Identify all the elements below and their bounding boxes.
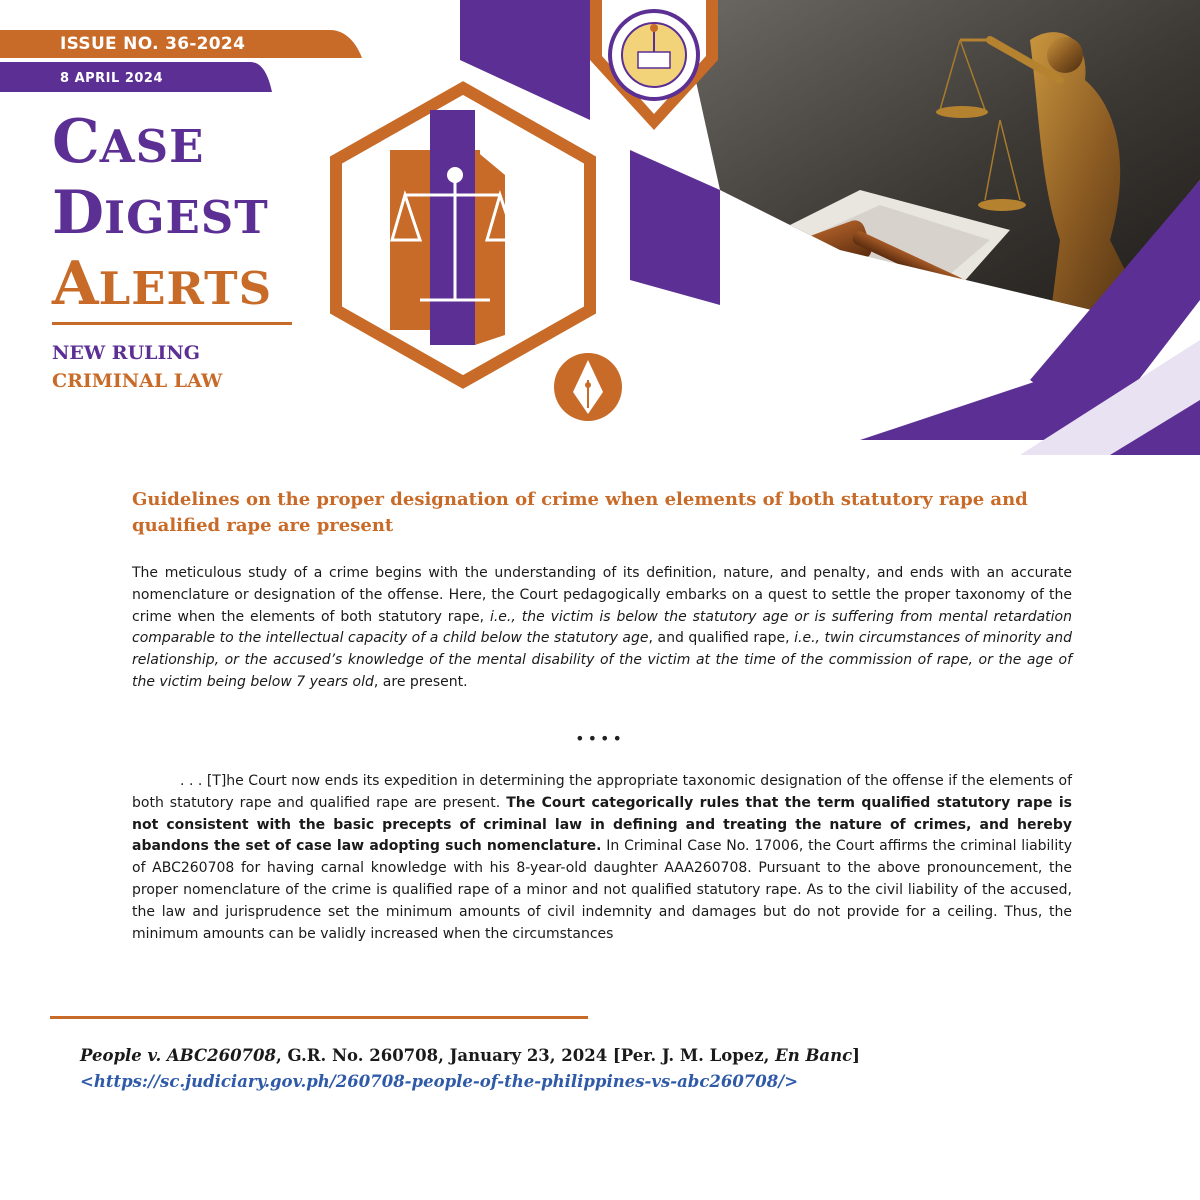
pen-nib-badge bbox=[554, 353, 622, 421]
article-heading: Guidelines on the proper designation of crime when elements of both statutory rape and qualified rape are present bbox=[132, 489, 1028, 536]
case-url-link[interactable]: <https://sc.judiciary.gov.ph/260708-people-of-the-philippines-vs-abc260708/> bbox=[80, 1072, 799, 1091]
footer-divider bbox=[50, 1016, 588, 1019]
purple-band-right bbox=[630, 150, 720, 305]
article-paragraph-1: The meticulous study of a crime begins with the understanding of its definition, nature, and penalty, and ends with an accurate nomenclature or designation of the offense. Here, the Court pedagogically embarks on a quest to settle the proper taxonomy of the crime when the elements of both statutory rape, i.e., the victim is below the statutory age or is suffering from mental retardation comparable to the intellectual capacity of a child below the statutory age, and qualified rape, i.e., twin circumstances of minority and relationship, or the accused’s knowledge of the mental disability of the victim at the time of the commission of rape, or the age of the victim being below 7 years old, are present. bbox=[132, 565, 1072, 690]
title-divider bbox=[52, 322, 292, 325]
case-name: People v. ABC260708 bbox=[80, 1046, 277, 1065]
issue-date: 8 APRIL 2024 bbox=[60, 71, 163, 86]
title-alerts: ALERTS bbox=[52, 249, 273, 319]
article-paragraph-2: . . . [T]he Court now ends its expedition in determining the appropriate taxonomic designation of the offense if the elements of both statutory rape and qualified rape are present. The Court categorically rules that the term qualified statutory rape is not consistent with the basic precepts of criminal law in defining and treating the nature of crimes, and hereby abandons the set of case law adopting such nomenclature. In Criminal Case No. 17006, the Court affirms the criminal liability of ABC260708 for having carnal knowledge with his 8-year-old daughter AAA260708. Pursuant to the above pronouncement, the proper nomenclature of the crime is qualified rape of a minor and not qualified statutory rape. As to the civil liability of the accused, the law and jurisprudence set the minimum amounts of civil indemnity and damages but do not provide for a ceiling. Thus, the minimum amounts can be validly increased when the circumstances bbox=[132, 773, 1073, 942]
justice-photo bbox=[670, 0, 1200, 320]
subtitle-criminal-law: CRIMINAL LAW bbox=[52, 370, 223, 392]
title-digest: DIGEST bbox=[52, 178, 269, 248]
section-separator: •••• bbox=[575, 729, 625, 748]
title-case: CASE bbox=[52, 107, 205, 177]
subtitle-new-ruling: NEW RULING bbox=[52, 342, 201, 364]
case-citation: People v. ABC260708, G.R. No. 260708, January 23, 2024 [Per. J. M. Lopez, En Banc] <https://sc.judiciary.gov.ph/260708-people-of-the-philippines-vs-abc260708/> bbox=[80, 1046, 860, 1091]
issue-number: ISSUE NO. 36-2024 bbox=[60, 34, 246, 54]
scales-hexagon bbox=[336, 88, 590, 382]
